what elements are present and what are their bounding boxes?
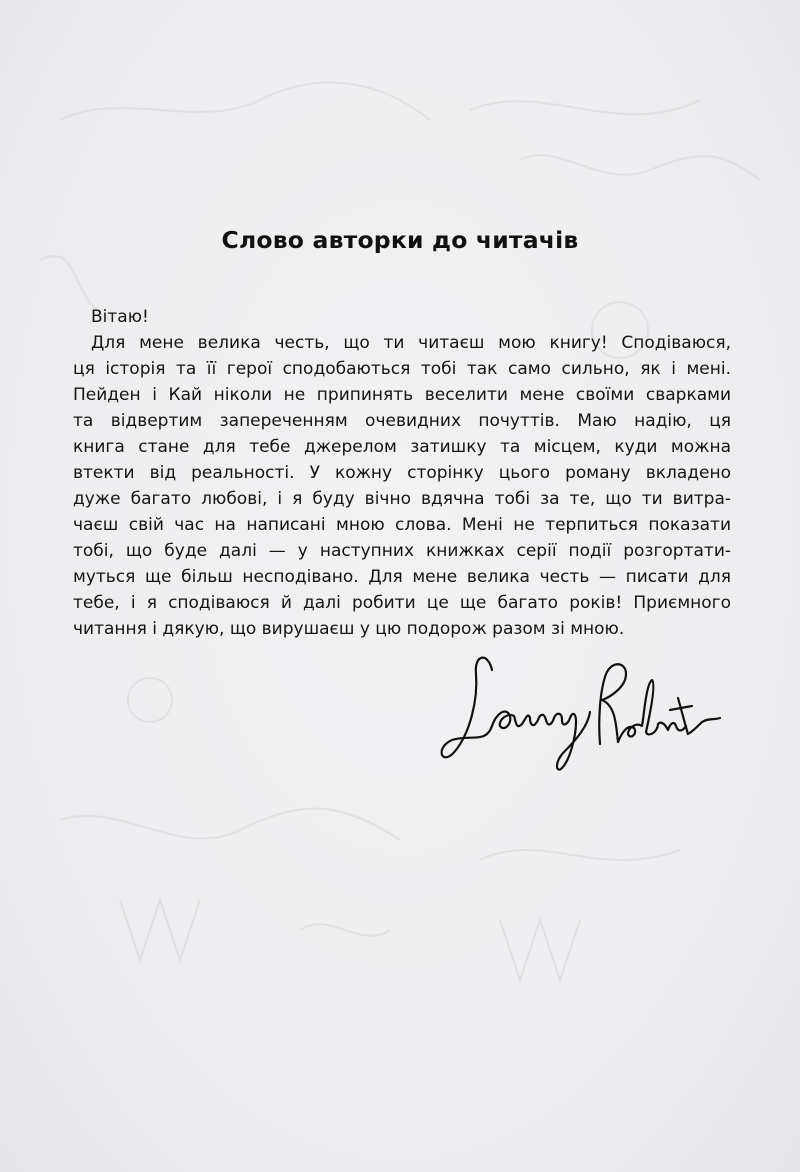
body-paragraph [73,304,731,642]
text-line: втекти від реальності. У кожну сторінку цього роману вкладено [73,463,731,483]
text-line: муться ще більш несподівано. Для мене велика честь — писати для [73,567,731,587]
text-line: читання і дякую, що вирушаєш у цю подорож разом зі мною. [73,619,625,639]
text-line: книга стане для тебе джерелом затишку та місцем, куди можна [73,437,731,457]
author-signature [430,640,730,790]
text-line: Пейден і Кай ніколи не припинять веселити мене своїми сварками [73,385,731,405]
page-title: Слово авторки до читачів [221,226,579,254]
text-line: та відвертим запереченням очевидних почуттів. Маю надію, ця [73,411,731,431]
text-line: тебе, і я сподіваюся й далі робити це ще багато років! Приємного [73,593,731,613]
text-line: Вітаю! [91,307,149,327]
text-line: дуже багато любові, і я буду вічно вдячна тобі за те, що ти витра- [73,489,731,509]
text-line: ця історія та її герої сподобаються тобі так само сильно, як і мені. [73,359,731,379]
text-line: Для мене велика честь, що ти читаєш мою книгу! Сподіваюся, [91,333,731,353]
text-line: чаєш свій час на написані мною слова. Мені не терпиться показати [73,515,731,535]
text-line: тобі, що буде далі — у наступних книжках серії події розгортати- [73,541,731,561]
